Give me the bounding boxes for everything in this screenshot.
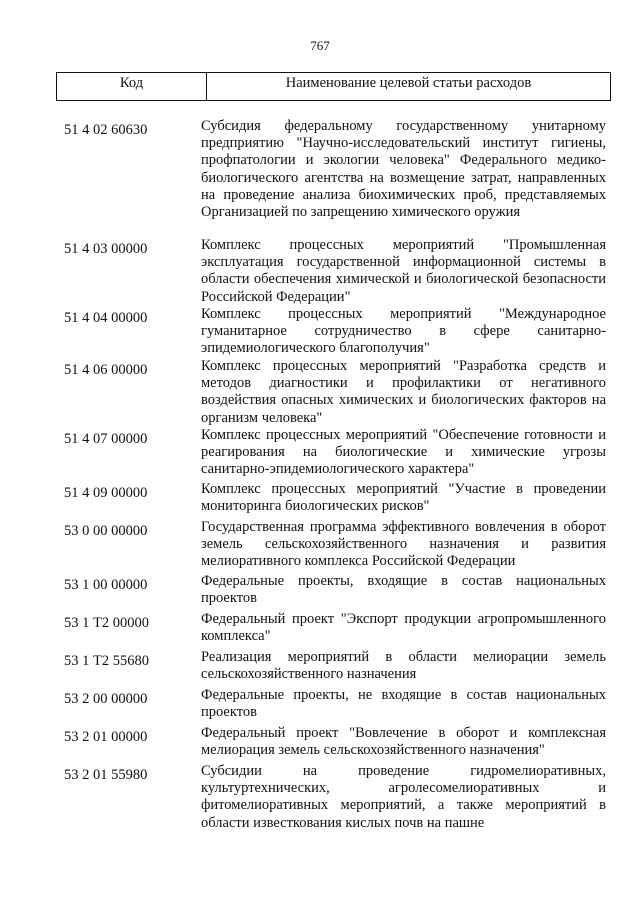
row-code: 53 2 00 00000 [64, 691, 148, 707]
table-row [0, 519, 640, 573]
row-code: 51 4 02 60630 [64, 122, 148, 138]
row-code: 53 0 00 00000 [64, 523, 148, 539]
column-header-code: Код [57, 73, 207, 100]
row-description: Комплекс процессных мероприятий "Промышленная эксплуатация государственной информационной системы в области обеспечения химической и биологической безопасности Российской Федерации" [201, 237, 606, 305]
row-description: Федеральный проект "Экспорт продукции агропромышленного комплекса" [201, 611, 606, 645]
table-row [0, 763, 640, 835]
row-code: 53 2 01 00000 [64, 729, 148, 745]
table-row [0, 118, 640, 237]
row-description: Комплекс процессных мероприятий "Участие в проведении мониторинга биологических рисков" [201, 481, 606, 515]
row-code: 53 1 00 00000 [64, 577, 148, 593]
row-description: Комплекс процессных мероприятий "Разработка средств и методов диагностики и профилактики от негативного воздействия опасных химических и биологических факторов на организм человека" [201, 358, 606, 426]
row-description: Федеральный проект "Вовлечение в оборот и комплексная мелиорация земель сельскохозяйственного назначения" [201, 725, 606, 759]
table-row [0, 687, 640, 725]
row-description: Субсидии на проведение гидромелиоративных, культуртехнических, агролесомелиоративных и фитомелиоративных мероприятий, а также мероприятий в области известкования кислых почв на пашне [201, 763, 606, 831]
column-header-name: Наименование целевой статьи расходов [285, 75, 532, 91]
table-row [0, 427, 640, 481]
row-description: Реализация мероприятий в области мелиорации земель сельскохозяйственного назначения [201, 649, 606, 683]
table-row [0, 649, 640, 687]
table-row [0, 306, 640, 358]
row-code: 53 1 Т2 00000 [64, 615, 149, 631]
row-description: Федеральные проекты, входящие в состав национальных проектов [201, 573, 606, 607]
page-number: 767 [310, 38, 330, 53]
table-header [56, 72, 611, 101]
budget-items-list [0, 118, 640, 835]
row-description: Государственная программа эффективного вовлечения в оборот земель сельскохозяйственного назначения и развития мелиоративного комплекса Российской Федерации [201, 519, 606, 570]
table-row [0, 358, 640, 427]
row-code: 53 1 Т2 55680 [64, 653, 149, 669]
table-row [0, 725, 640, 763]
row-code: 53 2 01 55980 [64, 767, 148, 783]
row-code: 51 4 04 00000 [64, 310, 148, 326]
table-row [0, 611, 640, 649]
row-description: Федеральные проекты, не входящие в состав национальных проектов [201, 687, 606, 721]
row-description: Комплекс процессных мероприятий "Международное гуманитарное сотрудничество в сфере санитарно-эпидемиологического благополучия" [201, 306, 606, 357]
row-description: Субсидия федеральному государственному унитарному предприятию "Научно-исследовательский институт гигиены, профпатологии и экологии человека" Федерального медико-биологического агентства на возмещение затрат, направленных на проведение анализа биохимических проб, представляемых Организацией по запрещению химического оружия [201, 118, 606, 221]
row-code: 51 4 09 00000 [64, 485, 148, 501]
row-code: 51 4 07 00000 [64, 431, 148, 447]
row-code: 51 4 03 00000 [64, 241, 148, 257]
row-code: 51 4 06 00000 [64, 362, 148, 378]
table-row [0, 237, 640, 306]
table-row [0, 573, 640, 611]
row-description: Комплекс процессных мероприятий "Обеспечение готовности и реагирования на биологические и химические угрозы санитарно-эпидемиологического характера" [201, 427, 606, 478]
table-row [0, 481, 640, 519]
